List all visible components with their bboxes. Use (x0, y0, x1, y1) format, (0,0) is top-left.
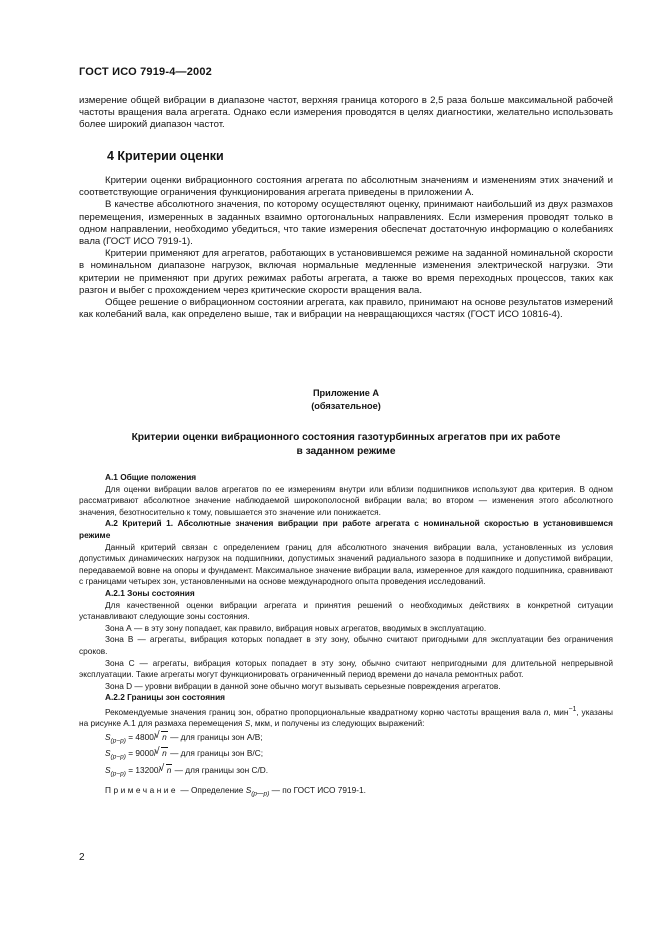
annex-status: (обязательное) (311, 400, 381, 411)
formula-bc (105, 747, 613, 764)
sqrt-argument: n (162, 731, 167, 742)
section-4-paragraph: Критерии оценки вибрационного состояния агрегата по абсолютным значениям и изменениям этих значений и соответствующие ограничения функционирования агрегата приведены в приложении А. (79, 175, 613, 199)
formula-ab (105, 731, 613, 748)
formula-symbol: S (105, 731, 111, 742)
a22-text-part: Рекомендуемые значения границ зон, обратно пропорциональные квадратному корню частоты вращения вала (105, 706, 544, 717)
sqrt-icon (161, 764, 173, 776)
note-text: — Определение (178, 784, 246, 795)
zone-d-text: Зона D — уровни вибрации в данной зоне обычно могут вызывать серьезные повреждения агрегатов. (105, 680, 501, 691)
section-4-paragraph: Общее решение о вибрационном состоянии агрегата, как правило, принимают на основе результатов измерений как колебаний вала, как определено выше, так и вибрации на невращающихся частях (ГОСТ ИСО 10816-4). (79, 297, 613, 321)
formula-suffix: — для границы зон А/В; (167, 731, 263, 742)
displacement-symbol: S (244, 718, 251, 729)
zone-c-text: Зона С — агрегаты, вибрация которых попадает в эту зону, обычно считают непригодными для длительной непрерывной эксплуатации. Такие агрегаты могут функционировать ограниченный период времени до начала ремонтных работ. (79, 657, 613, 680)
formula-suffix: — для границы зон В/С; (167, 748, 263, 759)
note-text: — по ГОСТ ИСО 7919-1. (269, 784, 366, 795)
annex-title (79, 431, 613, 458)
zone-b-text: Зона В — агрегаты, вибрация которых попадает в эту зону, обычно считают пригодными для эксплуатации без ограничения сроков. (79, 634, 613, 656)
section-4-paragraph: Критерии применяют для агрегатов, работающих в установившемся режиме на заданной номинальной скорости в номинальном диапазоне нагрузок, включая нормальные медленные изменения электрической нагрузки. Эти критерии не применяют при других режимах работы агрегата, а также во время переходных процессов, таких как разгон и выбег с прохождением через критические скорости вращения вала. (79, 248, 613, 296)
annex-title-line-1: Критерии оценки вибрационного состояния газотурбинных агрегатов при их работе (131, 432, 561, 443)
a22-text-part: , мин (548, 706, 569, 717)
annex-title-line-2: в заданном режиме (296, 445, 396, 457)
a22-heading: А.2.2 Границы зон состояния (105, 692, 226, 703)
formula-constant: = 9000/ (128, 748, 157, 759)
note-label: Примечание (105, 784, 179, 795)
annex-label-block (79, 387, 613, 412)
page-number: 2 (79, 852, 85, 863)
formula-symbol: S (105, 748, 111, 759)
annex-label: Приложение А (312, 388, 380, 398)
formula-suffix: — для границы зон С/D. (172, 765, 269, 776)
a22-text-part: , указаны на рисунке А.1 для размаха перемещения (79, 706, 614, 729)
formula-subscript: (p−p) (110, 754, 126, 762)
a22-text-part: , мкм, и получены из следующих выражений: (250, 718, 425, 729)
formula-constant: = 13200/ (128, 765, 161, 776)
formula-constant: = 4800/ (128, 731, 157, 742)
rotation-speed-symbol: n (543, 706, 549, 717)
sqrt-icon (156, 731, 168, 743)
unit-exponent: −1 (568, 705, 577, 713)
document-header: ГОСТ ИСО 7919-4—2002 (79, 66, 213, 78)
a1-text: Для оценки вибрации валов агрегатов по ее измерениям внутри или вблизи подшипников используют два критерия. В одном рассматривают абсолютное значение наблюдаемой широкополосной вибрации вала; во втором — изменения этого абсолютного значения, безотносительно к тому, повышается это значение или понижается. (79, 483, 613, 517)
intro-paragraph: измерение общей вибрации в диапазоне частот, верхняя граница которого в 2,5 раза больше максимальной рабочей частоты вращения вала агрегата. Однако если измерения проводятся в целях диагностики, желательно использовать более широкий диапазон частот. (79, 95, 613, 131)
section-4-body (79, 175, 613, 321)
formula-cd (105, 764, 613, 781)
a22-text (79, 704, 613, 730)
a1-heading: А.1 Общие положения (105, 472, 197, 482)
zone-a-text: Зона А — в эту зону попадает, как правило, вибрация новых агрегатов, вводимых в эксплуатацию. (105, 622, 487, 633)
formula-list (79, 731, 613, 781)
a21-heading: А.2.1 Зоны состояния (105, 587, 195, 598)
annex-body (79, 472, 613, 800)
note-subscript: (p—p) (251, 790, 270, 798)
formula-subscript: (p−p) (110, 770, 126, 778)
sqrt-argument: n (166, 765, 172, 776)
sqrt-argument: n (162, 748, 167, 759)
note-symbol: S (245, 784, 252, 795)
note (79, 785, 613, 800)
a21-text: Для качественной оценки вибрации агрегата и принятия решений о необходимых действиях в конкретной ситуации устанавливают следующие зоны состояния. (79, 599, 613, 622)
section-4-paragraph: В качестве абсолютного значения, по которому осуществляют оценку, принимают наибольший из двух размахов перемещения, измеренных в заданных взаимно ортогональных направлениях. Если измерения проводят только в одном направлении, необходимо убедиться, что такие измерения обеспечат достаточную информацию о колебаниях вала (ГОСТ ИСО 7919-1). (79, 199, 613, 248)
formula-subscript: (p−p) (110, 737, 126, 745)
a2-heading: А.2 Критерий 1. Абсолютные значения вибрации при работе агрегата с номинальной скоростью в установившемся режиме (79, 518, 613, 540)
section-4-title: 4 Критерии оценки (107, 149, 224, 163)
a2-text: Данный критерий связан с определением границ для абсолютного значения вибрации вала, установленных из условия допустимых динамических нагрузок на подшипники, допустимых значений радиального зазора в подшипнике и допустимой вибрации, передаваемой вовне на опоры и фундамент. Максимальное значение вибрации вала, измеренное для каждого подшипника, сравнивают с границами четырех зон, установленными на основе международного опыта проведения исследований. (79, 541, 613, 587)
formula-symbol: S (105, 765, 111, 776)
sqrt-icon (156, 747, 168, 759)
